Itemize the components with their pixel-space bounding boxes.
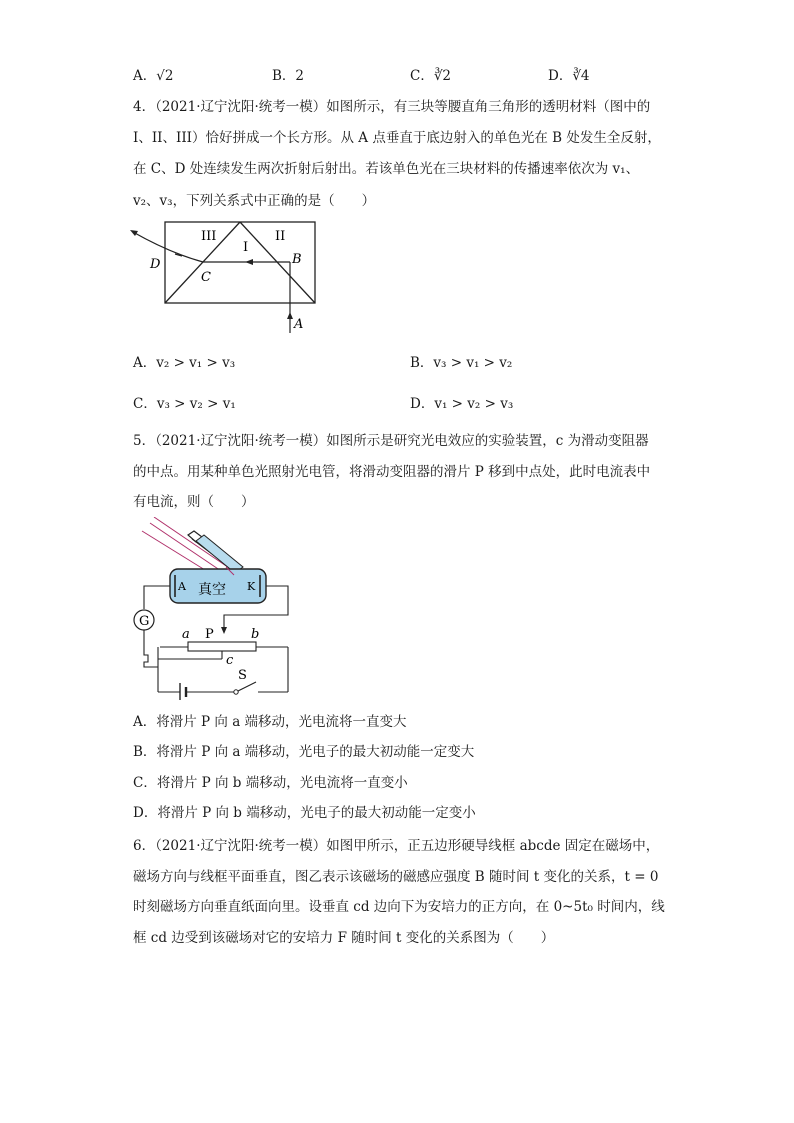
q4-text-line-1: 4．（2021·辽宁沈阳·统考一模）如图所示，有三块等腰直角三角形的透明材料（图中的: [133, 99, 651, 115]
q5-label-a: a: [182, 627, 190, 642]
q4-label-III: III: [201, 229, 217, 244]
q4-label-B: B: [292, 252, 302, 267]
q4-text-line-4: v₂、v₃，下列关系式中正确的是（ ）: [133, 193, 376, 209]
q4-label-C: C: [201, 270, 211, 285]
q5-option-d: D．将滑片 P 向 b 端移动，光电子的最大初动能一定变小: [133, 805, 476, 821]
q5-label-A: A: [178, 580, 186, 593]
q4-label-A: A: [294, 317, 304, 332]
q5-text-line-1: 5．（2021·辽宁沈阳·统考一模）如图所示是研究光电效应的实验装置，c 为滑动变阻器: [133, 433, 649, 449]
q5-rheostat: [188, 642, 256, 651]
q5-option-b: B．将滑片 P 向 a 端移动，光电子的最大初动能一定变大: [133, 744, 475, 760]
q5-label-vacuum: 真空: [198, 582, 226, 598]
q5-label-P: P: [205, 627, 214, 642]
q5-text-line-2: 的中点。用某种单色光照射光电管，将滑动变阻器的滑片 P 移到中点处，此时电流表中: [133, 464, 651, 480]
q5-switch: [238, 682, 256, 691]
q4-label-I: I: [243, 240, 249, 255]
option-b: B．2: [272, 68, 305, 84]
q4-ray-cd: [133, 232, 203, 262]
q6-text-line-2: 磁场方向与线框平面垂直，图乙表示该磁场的磁感应强度 B 随时间 t 变化的关系，t = 0: [133, 869, 659, 885]
q6-text-line-4: 框 cd 边受到该磁场对它的安培力 F 随时间 t 变化的关系图为（ ）: [133, 930, 555, 946]
q5-label-S: S: [238, 668, 247, 683]
q5-option-a: A．将滑片 P 向 a 端移动，光电流将一直变大: [133, 714, 407, 730]
q4-text-line-2: I、II、III）恰好拼成一个长方形。从 A 点垂直于底边射入的单色光在 B 处发生全反射，: [133, 130, 661, 146]
q5-figure: [130, 517, 300, 700]
option-a: A．√2: [133, 68, 174, 84]
q4-figure: [125, 218, 325, 338]
q4-option-d: D．v₁ > v₂ > v₃: [410, 396, 514, 412]
q4-arrow-left-icon: [245, 259, 253, 265]
q6-text-line-3: 时刻磁场方向垂直纸面向里。设垂直 cd 边向下为安培力的正方向，在 0~5t₀ 时间内，线: [133, 899, 665, 915]
q4-option-c: C．v₃ > v₂ > v₁: [133, 396, 236, 412]
q5-text-line-3: 有电流，则（ ）: [133, 494, 255, 510]
q5-label-K: K: [247, 580, 256, 593]
option-d: D．∛4: [548, 68, 590, 84]
q5-label-b: b: [251, 627, 260, 642]
q4-label-II: II: [275, 229, 286, 244]
q5-label-c: c: [226, 653, 234, 668]
q4-arrow-up-icon: [287, 312, 293, 319]
q6-text-line-1: 6．（2021·辽宁沈阳·统考一模）如图甲所示，正五边形硬导线框 abcde 固定在磁场中，: [133, 838, 660, 854]
q4-option-a: A．v₂ > v₁ > v₃: [133, 355, 236, 371]
q5-option-c: C．将滑片 P 向 b 端移动，光电流将一直变小: [133, 775, 408, 791]
q4-arrow-exit-icon: [130, 230, 138, 236]
option-c: C．∛2: [410, 68, 452, 84]
q4-option-b: B．v₃ > v₁ > v₂: [410, 355, 513, 371]
q5-label-G: G: [139, 614, 150, 629]
q4-label-D: D: [150, 257, 161, 272]
q4-text-line-3: 在 C、D 处连续发生两次折射后射出。若该单色光在三块材料的传播速率依次为 v₁、: [133, 161, 640, 177]
